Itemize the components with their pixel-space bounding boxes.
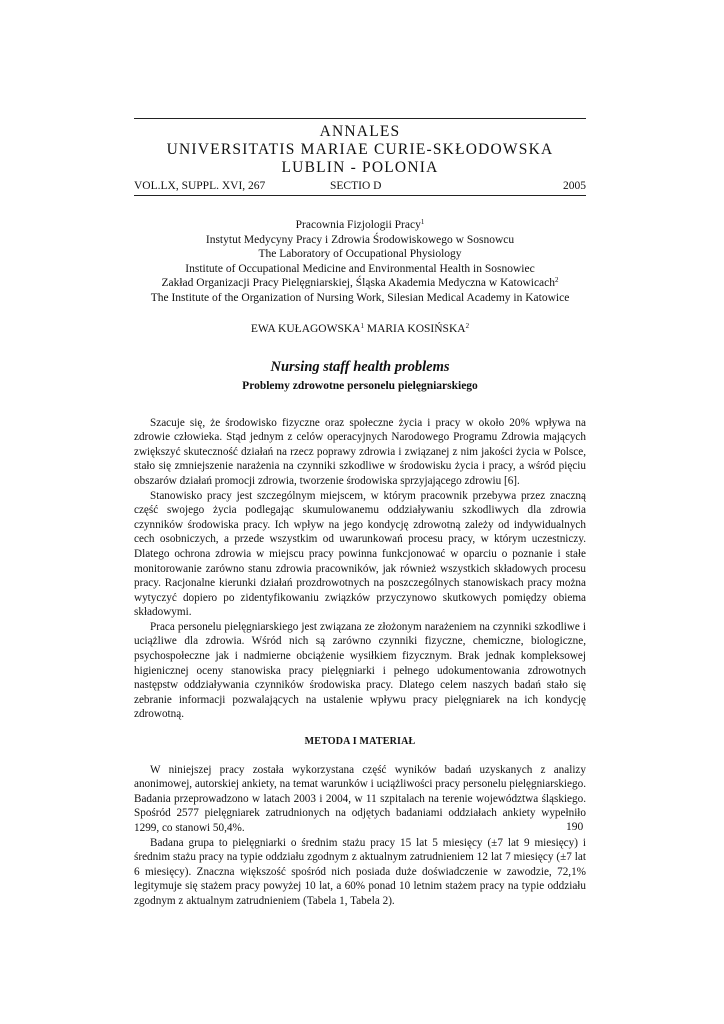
article-subtitle: Problemy zdrowotne personelu pielęgniarskiego — [242, 379, 478, 392]
affiliation-line: Pracownia Fizjologii Pracy$^1$ — [295, 218, 425, 231]
author-2: MARIA KOSIŃSKA — [363, 322, 466, 335]
year-label: 2005 — [563, 180, 586, 192]
journal-header — [134, 123, 586, 177]
page-number: 190 — [566, 821, 584, 833]
paragraph: Szacuje się, że środowisko fizyczne oraz społeczne życia i pracy w około 20% wpływa na zdrowie człowieka. Stąd jednym z celów operacyjnych Narodowego Programu Zdrowia mających zwiększyć skuteczność działań na rzecz poprawy zdrowia i związanej z nim jakości życia w Polsce, stało się zmniejszenie narażenia na czynniki szkodliwe w środowisku życia i pracy, a wśród pięciu obszarów działań promocji zdrowia, tworzenie środowiska sprzyjającego zdrowiu [6]. — [134, 416, 586, 487]
affiliations — [134, 218, 586, 306]
sectio-label: SECTIO D — [330, 180, 382, 192]
paragraph: Badana grupa to pielęgniarki o średnim stażu pracy 15 lat 5 miesięcy (±7 lat 9 miesięcy) i średnim stażu pracy na typie oddziału zgodnym z aktualnym zatrudnieniem 12 lat 7 miesięcy (±7 lat 6 miesięcy). Znaczna większość spośród nich posiada duże doświadczenie w zawodzie, 72,1% legitymuje się stażem pracy powyżej 10 lat, a 60% ponad 10 letnim stażem pracy na typie oddziału zgodnym z aktualnym zatrudnieniem (Tabela 1, Tabela 2). — [134, 836, 586, 907]
affiliation-line: The Laboratory of Occupational Physiology — [258, 248, 462, 261]
top-rule — [134, 118, 586, 119]
authors: EWA KUŁAGOWSKA$^1$ MARIA KOSIŃSKA$^2$ — [250, 321, 470, 335]
section-heading: METODA I MATERIAŁ — [304, 736, 416, 748]
journal-line-3: LUBLIN - POLONIA — [281, 159, 439, 176]
affiliation-line: Institute of Occupational Medicine and Environmental Health in Sosnowiec — [185, 262, 535, 275]
volume-row — [134, 179, 586, 195]
journal-line-2: UNIVERSITATIS MARIAE CURIE-SKŁODOWSKA — [166, 141, 554, 158]
volume-info: VOL.LX, SUPPL. XVI, 267 — [134, 180, 266, 192]
article-page — [134, 118, 586, 909]
affiliation-line: Zakład Organizacji Pracy Pielęgniarskiej, Śląska Akademia Medyczna w Katowicach$^2$ — [161, 276, 559, 290]
affiliation-line: The Institute of the Organization of Nursing Work, Silesian Medical Academy in Katowice — [150, 291, 570, 304]
author-1: EWA KUŁAGOWSKA — [250, 322, 361, 335]
paragraph: Praca personelu pielęgniarskiego jest związana ze złożonym narażeniem na czynniki szkodliwe i uciążliwe dla zdrowia. Wśród nich są zarówno czynniki fizyczne, chemiczne, biologiczne, psychospołeczne jak i nadmierne obciążenie wysiłkiem fizycznym. Brak jednak kompleksowej higienicznej oceny stanowiska pracy pielęgniarki i pełnego udokumentowania zdrowotnych następstw oddziaływania czynników środowiska pracy. Dlatego celem naszych badań stało się zebranie informacji pozwalających na ustalenie wpływu pracy pielęgniarek na ich kondycję zdrowotną. — [134, 620, 586, 721]
header-bottom-rule — [134, 195, 586, 196]
journal-line-1: ANNALES — [319, 123, 401, 140]
article-title: Nursing staff health problems — [270, 358, 450, 375]
article-body — [134, 416, 586, 909]
affiliation-line: Instytut Medycyny Pracy i Zdrowia Środowiskowego w Sosnowcu — [205, 233, 515, 246]
paragraph: W niniejszej pracy została wykorzystana część wyników badań uzyskanych z analizy anonimowej, autorskiej ankiety, na temat warunków i uciążliwości pracy personelu pielęgniarskiego. Badania przeprowadzono w latach 2003 i 2004, w 11 szpitalach na terenie województwa śląskiego. Spośród 2577 pielęgniarek zatrudnionych na odjętych badaniami oddziałach ankiety wypełniło 1299, co stanowi 50,4%. — [134, 763, 586, 834]
paragraph: Stanowisko pracy jest szczególnym miejscem, w którym pracownik przebywa przez znaczną część swojego życia podlegając skumulowanemu oddziaływaniu szkodliwych dla zdrowia czynników środowiska pracy. Ich wpływ na jego kondycję zdrowotną zależy od indywidualnych cech osobniczych, a przede wszystkim od uwarunkowań procesu pracy, w którym uczestniczy. Dlatego ochrona zdrowia w miejscu pracy powinna funkcjonować w oparciu o poznanie i stałe monitorowanie zarówno stanu zdrowia pracowników, jak również wszystkich składowych procesu pracy. Racjonalne kierunki działań prozdrowotnych na poszczególnych stanowiskach pracy można wytyczyć dopiero po zidentyfikowaniu związków przyczynowo skutkowych pomiędzy obiema składowymi. — [134, 489, 586, 619]
